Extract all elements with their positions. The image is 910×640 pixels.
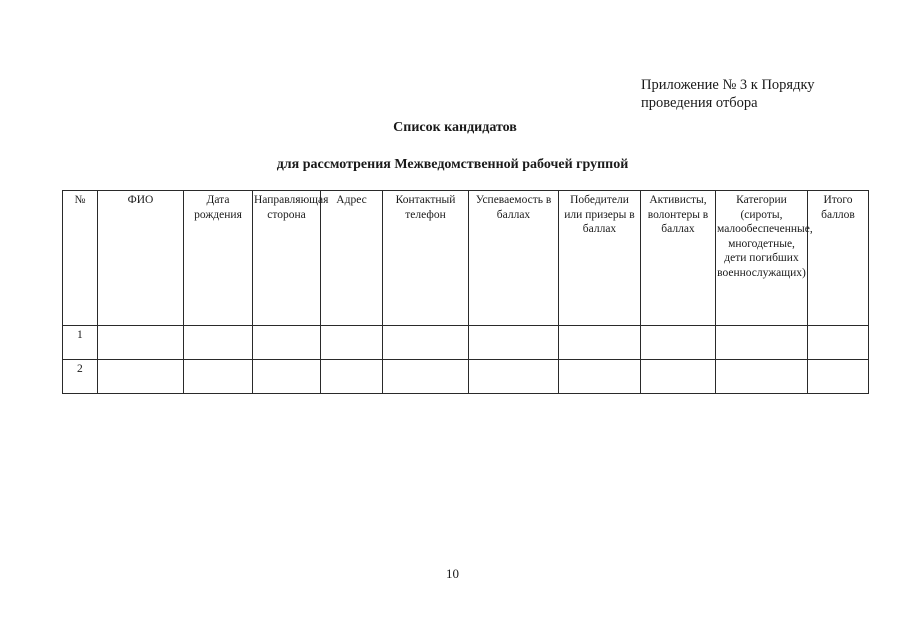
table-row <box>63 360 869 394</box>
cell-phone <box>383 360 469 394</box>
candidates-table <box>62 190 869 394</box>
appendix-note <box>641 76 815 112</box>
cell-winners-points <box>559 326 641 360</box>
cell-referring-party <box>253 326 321 360</box>
cell-phone <box>383 326 469 360</box>
cell-activists-points <box>641 326 716 360</box>
header-phone: Контактный телефон <box>383 191 469 326</box>
cell-winners-points <box>559 360 641 394</box>
cell-total-points <box>808 326 869 360</box>
document-title: Список кандидатов <box>393 120 517 135</box>
header-total-points: Итого баллов <box>808 191 869 326</box>
header-winners-points: Победители или призеры в баллах <box>559 191 641 326</box>
cell-performance-points <box>469 326 559 360</box>
header-address: Адрес <box>321 191 383 326</box>
page-number: 10 <box>446 566 459 581</box>
table-header-row <box>63 191 869 326</box>
cell-address <box>321 360 383 394</box>
cell-total-points <box>808 360 869 394</box>
row-number: 2 <box>63 360 98 394</box>
document-subtitle: для рассмотрения Межведомственной рабочей группой <box>276 157 629 172</box>
cell-categories <box>716 326 808 360</box>
cell-referring-party <box>253 360 321 394</box>
appendix-line-1: Приложение № 3 к Порядку <box>641 77 815 93</box>
cell-birth-date <box>184 326 253 360</box>
header-number: № <box>63 191 98 326</box>
cell-fio <box>98 326 184 360</box>
header-performance-points: Успеваемость в баллах <box>469 191 559 326</box>
cell-birth-date <box>184 360 253 394</box>
cell-address <box>321 326 383 360</box>
header-birth-date: Дата рождения <box>184 191 253 326</box>
cell-fio <box>98 360 184 394</box>
cell-activists-points <box>641 360 716 394</box>
appendix-line-2: проведения отбора <box>641 95 758 111</box>
header-referring-party: Направляющая сторона <box>253 191 321 326</box>
row-number: 1 <box>63 326 98 360</box>
table-row <box>63 326 869 360</box>
cell-performance-points <box>469 360 559 394</box>
cell-categories <box>716 360 808 394</box>
header-categories: Категории (сироты, малообеспеченные, многодетные, дети погибших военнослужащих) <box>716 191 808 326</box>
header-activists-points: Активисты, волонтеры в баллах <box>641 191 716 326</box>
header-fio: ФИО <box>98 191 184 326</box>
